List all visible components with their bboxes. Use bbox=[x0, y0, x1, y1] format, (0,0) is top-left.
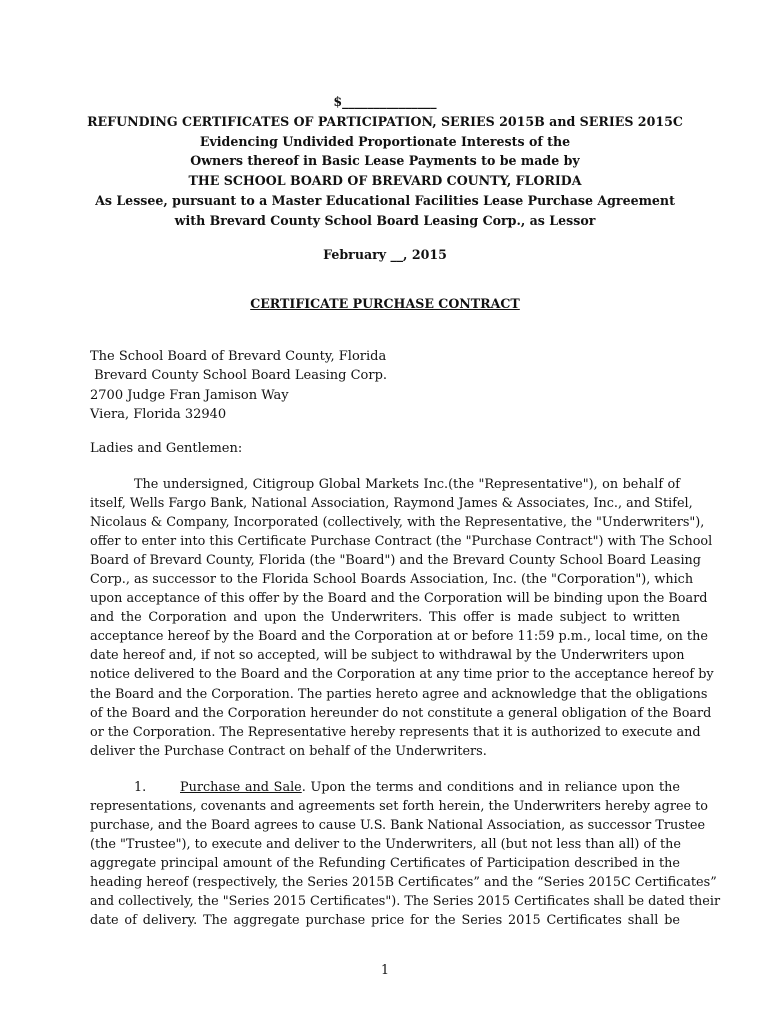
address-block bbox=[90, 347, 387, 425]
paragraph-line: itself, Wells Fargo Bank, National Association, Raymond James & Associates, Inc., and Stifel, bbox=[90, 496, 693, 512]
paragraph-line: date hereof and, if not so accepted, will be subject to withdrawal by the Underwriters upon bbox=[90, 648, 685, 664]
paragraph-line: Corp., as successor to the Florida School Boards Association, Inc. (the "Corporation"), which bbox=[90, 572, 694, 588]
paragraph-line: upon acceptance of this offer by the Board and the Corporation will be binding upon the Board bbox=[90, 591, 708, 607]
section-title: Purchase and Sale bbox=[180, 780, 302, 795]
paragraph-line: Board of Brevard County, Florida (the "Board") and the Brevard County School Board Leasing bbox=[90, 553, 701, 569]
heading-line: THE SCHOOL BOARD OF BREVARD COUNTY, FLORIDA bbox=[188, 173, 582, 189]
contract-date: February __, 2015 bbox=[323, 247, 447, 262]
paragraph-line: heading hereof (respectively, the Series 2015B Certificates” and the “Series 2015C Certificates” bbox=[90, 875, 717, 891]
intro-paragraph bbox=[90, 475, 714, 761]
contract-title bbox=[60, 296, 710, 311]
heading-line: REFUNDING CERTIFICATES OF PARTICIPATION, SERIES 2015B and SERIES 2015C bbox=[87, 113, 683, 129]
section-number: 1. bbox=[134, 780, 147, 795]
heading-line: Evidencing Undivided Proportionate Interests of the bbox=[199, 133, 571, 149]
paragraph-line: the Board and the Corporation. The parties hereto agree and acknowledge that the obligations bbox=[90, 686, 708, 702]
paragraph-line: notice delivered to the Board and the Corporation at any time prior to the acceptance hereof by bbox=[90, 667, 714, 683]
paragraph-line: Nicolaus & Company, Incorporated (collectively, with the Representative, the "Underwriters"), bbox=[90, 515, 705, 531]
document-heading bbox=[60, 92, 710, 231]
heading-line: with Brevard County School Board Leasing Corp., as Lessor bbox=[174, 212, 596, 228]
paragraph-line: and collectively, the "Series 2015 Certificates"). The Series 2015 Certificates shall be dated their bbox=[90, 894, 721, 910]
section-first-line: 1. Purchase and Sale. Upon the terms and conditions and in reliance upon the bbox=[90, 778, 680, 797]
paragraph-line: (the "Trustee"), to execute and deliver to the Underwriters, all (but not less than all) of the bbox=[90, 837, 681, 853]
paragraph-line: aggregate principal amount of the Refunding Certificates of Participation described in the bbox=[90, 856, 680, 872]
salutation: Ladies and Gentlemen: bbox=[90, 441, 243, 456]
paragraph-line: of the Board and the Corporation hereunder do not constitute a general obligation of the Board bbox=[90, 705, 712, 721]
paragraph-line: or the Corporation. The Representative hereby represents that it is authorized to execute and bbox=[90, 724, 701, 740]
paragraph-line: The undersigned, Citigroup Global Markets Inc.(the "Representative"), on behalf of bbox=[134, 477, 680, 492]
section-purchase-and-sale bbox=[90, 778, 721, 930]
heading-line: As Lessee, pursuant to a Master Educational Facilities Lease Purchase Agreement bbox=[95, 192, 675, 208]
paragraph-line: deliver the Purchase Contract on behalf of the Underwriters. bbox=[90, 743, 487, 759]
heading-line: Owners thereof in Basic Lease Payments to be made by bbox=[190, 153, 580, 169]
paragraph-line: acceptance hereof by the Board and the Corporation at or before 11:59 p.m., local time, on the bbox=[90, 629, 708, 645]
page-number: 1 bbox=[380, 962, 389, 977]
address-line: The School Board of Brevard County, Florida bbox=[90, 349, 387, 364]
paragraph-line: and the Corporation and upon the Underwriters. This offer is made subject to written bbox=[90, 610, 680, 626]
paragraph-line: date of delivery. The aggregate purchase price for the Series 2015 Certificates shall be bbox=[90, 913, 680, 929]
paragraph-line: purchase, and the Board agrees to cause U.S. Bank National Association, as successor Trustee bbox=[90, 818, 706, 834]
address-line: Brevard County School Board Leasing Corp. bbox=[90, 368, 388, 384]
paragraph-line: representations, covenants and agreements set forth herein, the Underwriters hereby agree to bbox=[90, 799, 709, 815]
address-line: 2700 Judge Fran Jamison Way bbox=[90, 387, 289, 403]
contract-title-text: CERTIFICATE PURCHASE CONTRACT bbox=[250, 296, 520, 311]
paragraph-line: offer to enter into this Certificate Purchase Contract (the "Purchase Contract") with The School bbox=[90, 534, 713, 550]
address-line: Viera, Florida 32940 bbox=[90, 407, 227, 423]
amount-line: $_______________ bbox=[333, 94, 437, 109]
